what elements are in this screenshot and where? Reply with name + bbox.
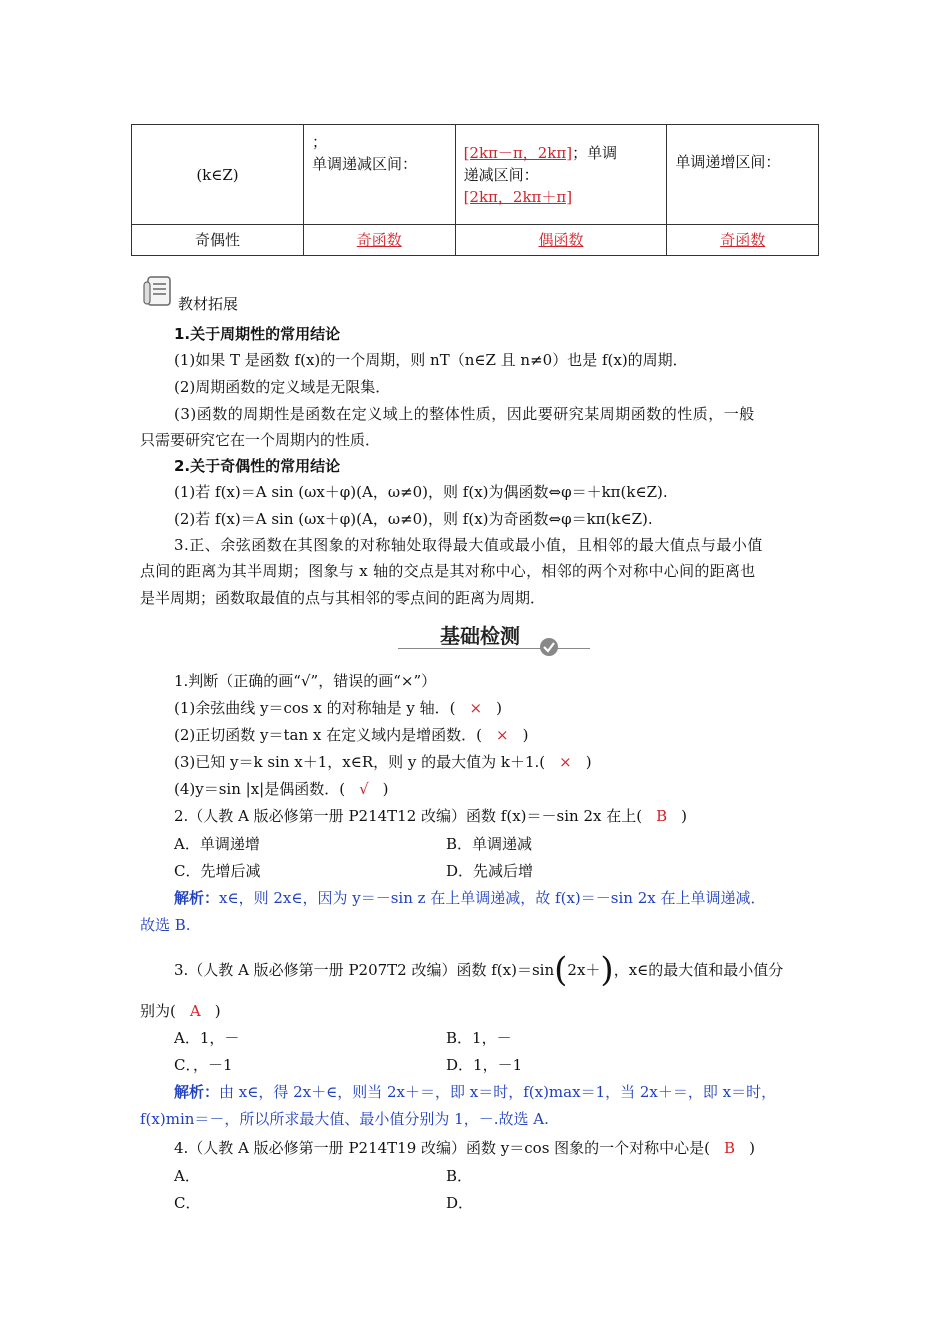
solution-label: 解析： <box>174 889 220 907</box>
question-stem <box>140 1135 854 1161</box>
table-cell <box>455 225 667 256</box>
paragraph: 是半周期；函数取最值的点与其相邻的零点间的距离为周期． <box>140 589 546 607</box>
section-title: 基础检测 <box>440 624 520 648</box>
paragraph: (3)函数的周期性是函数在定义域上的整体性质，因此要研究某周期函数的性质，一般 <box>174 405 755 423</box>
stem-text: 3.（人教 A 版必修第一册 P207T2 改编）函数 f(x)＝sin <box>174 961 555 979</box>
stem-text: 4.（人教 A 版必修第一册 P214T19 改编）函数 y＝cos 图象的一个对称中心是( <box>174 1139 711 1157</box>
option-b: B．1，－ <box>446 1029 512 1047</box>
solution <box>140 885 854 911</box>
option-d: D．先减后增 <box>446 862 534 880</box>
paragraph: (2)若 f(x)＝A sin (ωx＋φ)(A，ω≠0)，则 f(x)为奇函数⇔φ＝kπ(k∈Z). <box>174 510 653 528</box>
stem-close: ) <box>681 807 687 825</box>
item-close: ) <box>382 780 389 798</box>
paragraph: 3.正、余弦函数在其图象的对称轴处取得最大值或最小值，且相邻的最大值点与最小值 <box>174 536 763 554</box>
question-item <box>140 722 854 748</box>
option-a: A．单调递增 <box>174 835 260 853</box>
stem-close: ) <box>749 1139 755 1157</box>
answer-text: [2kπ－π，2kπ] <box>463 143 573 162</box>
answer-mark: × <box>559 753 572 771</box>
option-b: B． <box>446 1167 473 1185</box>
question-stem-cont <box>140 998 820 1024</box>
subheading: 2.关于奇偶性的常用结论 <box>174 457 341 475</box>
table-row <box>132 225 819 256</box>
right-paren-icon: ) <box>600 950 614 990</box>
solution-text: 由 x∈，得 2x＋∈，则当 2x＋＝，即 x＝时，f(x)max＝1，当 2x＋＝，即 x＝时， <box>219 1083 777 1101</box>
item-text: (4)y＝sin |x|是偶函数．( <box>174 780 346 798</box>
option-c: C． <box>174 1194 201 1212</box>
option-a: A． <box>174 1167 200 1185</box>
option-c: C．，－1 <box>174 1056 233 1074</box>
stem-text: ，x∈的最大值和最小值分 <box>613 961 784 979</box>
answer-text: 奇函数 <box>720 231 766 249</box>
item-text: (1)余弦曲线 y＝cos x 的对称轴是 y 轴．( <box>174 699 456 717</box>
table-cell <box>455 125 667 225</box>
stem-close: ) <box>214 1002 221 1020</box>
answer-mark: × <box>469 699 483 717</box>
paragraph: 点间的距离为其半周期；图象与 x 轴的交点是其对称中心，相邻的两个对称中心间的距离也 <box>140 562 756 580</box>
option-d: D． <box>446 1194 474 1212</box>
option-row <box>140 1163 854 1189</box>
question-stem <box>140 950 854 990</box>
solution-text: f(x)min＝－，所以所求最大值、最小值分别为 1，－.故选 A. <box>140 1110 549 1128</box>
table-cell <box>132 125 304 225</box>
answer-mark: × <box>495 726 509 744</box>
stem-inner: 2x＋ <box>567 961 601 979</box>
table-cell <box>667 225 819 256</box>
cell-text: 单调递减区间： <box>312 155 418 173</box>
item-close: ) <box>496 699 502 717</box>
paragraph: 只需要研究它在一个周期内的性质． <box>140 431 381 449</box>
answer-text: [2kπ，2kπ＋π] <box>463 187 573 206</box>
table-row <box>132 125 819 225</box>
option-row <box>140 1190 854 1216</box>
question-stem: 1.判断（正确的画“√”，错误的画“×”） <box>174 672 437 690</box>
option-c: C．先增后减 <box>174 862 261 880</box>
item-text: (2)正切函数 y＝tan x 在定义域内是增函数．( <box>174 726 482 744</box>
table-cell <box>304 225 456 256</box>
answer-text: 奇函数 <box>356 231 402 249</box>
item-text: (3)已知 y＝k sin x＋1，x∈R，则 y 的最大值为 k＋1.( <box>174 753 546 771</box>
question-item <box>140 749 854 775</box>
answer-mark: √ <box>359 780 369 798</box>
stem-text: 别为( <box>140 1002 176 1020</box>
subheading: 1.关于周期性的常用结论 <box>174 325 341 343</box>
answer-text: 偶函数 <box>538 231 584 249</box>
left-paren-icon: ( <box>554 950 568 990</box>
option-b: B．单调递减 <box>446 835 533 853</box>
table-cell <box>667 125 819 225</box>
scroll-icon <box>142 274 176 312</box>
answer-mark: B <box>724 1139 736 1157</box>
solution <box>140 1079 854 1105</box>
table-cell <box>132 225 304 256</box>
question-item <box>140 776 854 802</box>
section-subtitle: 教材拓展 <box>178 295 239 313</box>
stem-text: 2.（人教 A 版必修第一册 P214T12 改编）函数 f(x)＝－sin 2x 在上( <box>174 807 643 825</box>
option-a: A．1，－ <box>174 1029 240 1047</box>
item-close: ) <box>522 726 529 744</box>
solution-text: x∈，则 2x∈，因为 y＝－sin z 在上单调递减，故 f(x)＝－sin 2x 在上单调递减． <box>219 889 766 907</box>
paragraph: (1)如果 T 是函数 f(x)的一个周期，则 nT（n∈Z 且 n≠0）也是 f(x)的周期． <box>174 351 688 369</box>
option-d: D．1，－1 <box>446 1056 523 1074</box>
answer-mark: B <box>656 807 668 825</box>
table-cell <box>304 125 456 225</box>
cell-text: 奇偶性 <box>194 231 240 249</box>
item-close: ) <box>585 753 592 771</box>
answer-mark: A <box>189 1002 201 1020</box>
solution-text: 故选 B. <box>140 916 191 934</box>
paragraph: (1)若 f(x)＝A sin (ωx＋φ)(A，ω≠0)，则 f(x)为偶函数⇔φ＝＋kπ(k∈Z). <box>174 483 668 501</box>
check-icon <box>539 637 559 661</box>
cell-text: 单调递增区间： <box>675 153 781 171</box>
cell-text: ； <box>312 133 328 151</box>
function-properties-table <box>131 124 819 256</box>
paragraph: (2)周期函数的定义域是无限集． <box>174 378 391 396</box>
cell-text: (k∈Z) <box>196 165 239 184</box>
cell-text: 递减区间： <box>463 165 539 184</box>
question-item <box>140 695 854 721</box>
question-stem <box>140 803 854 829</box>
cell-text: ；单调 <box>572 143 618 162</box>
solution-label: 解析： <box>174 1083 220 1101</box>
